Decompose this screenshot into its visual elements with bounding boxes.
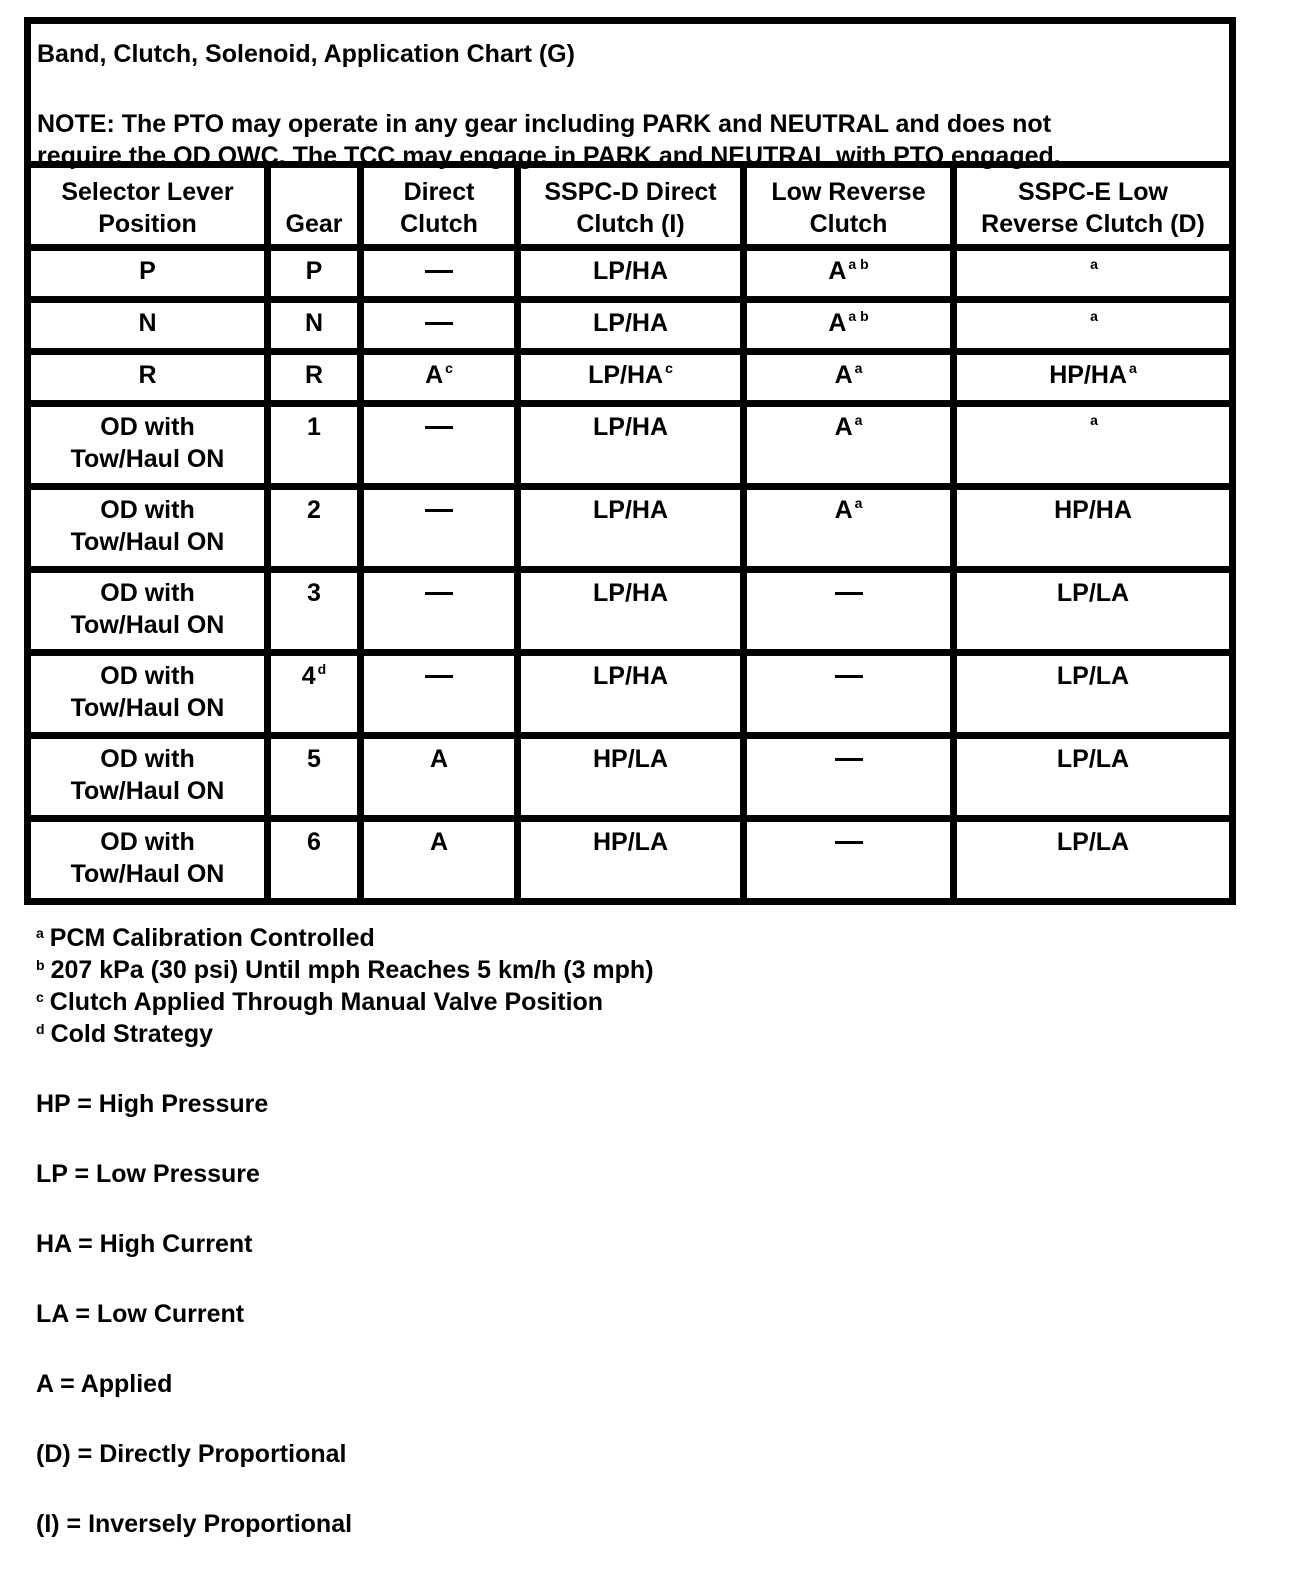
dash-mark [425, 592, 453, 595]
column-header [957, 168, 1229, 244]
chart-note-line-2: require the OD OWC. The TCC may engage in PARK and NEUTRAL with PTO engaged. [37, 142, 1061, 170]
application-table [24, 161, 1236, 905]
position-line-1: OD with [100, 413, 195, 441]
cell-value: A [828, 309, 847, 337]
column-header [271, 168, 357, 244]
table-row [31, 822, 1229, 898]
cell-selector-position [31, 573, 264, 649]
cell-value: LP/HA [593, 413, 668, 441]
table-row [31, 490, 1229, 566]
cell-lowrev [747, 739, 950, 815]
cell-sspcd [521, 251, 740, 296]
cell-sspcd [521, 739, 740, 815]
cell-value: LP/HA [593, 579, 668, 607]
cell-sspcd [521, 303, 740, 348]
cell-sspce [957, 251, 1229, 296]
cell-value: A [429, 745, 449, 773]
cell-gear [271, 656, 357, 732]
position-line-2: Tow/Haul ON [70, 777, 225, 805]
chart-note-line-1: NOTE: The PTO may operate in any gear including PARK and NEUTRAL and does not [37, 110, 1052, 138]
cell-value: HP/LA [593, 745, 668, 773]
footnote-ref: a [854, 412, 863, 428]
cell-lowrev [747, 303, 950, 348]
column-header-line-2: Position [98, 210, 197, 238]
position-line-1: R [138, 361, 157, 389]
dash-mark [425, 270, 453, 273]
footnote [36, 1018, 654, 1050]
cell-gear [271, 251, 357, 296]
cell-value: N [304, 309, 324, 337]
column-header-line-2: Clutch [809, 210, 888, 238]
cell-value: 5 [307, 745, 321, 773]
cell-direct [364, 573, 514, 649]
footnote-text: 207 kPa (30 psi) Until mph Reaches 5 km/h (3 mph) [50, 956, 654, 984]
footnote-ref: c [445, 360, 453, 376]
dash-mark [425, 675, 453, 678]
cell-value: 6 [307, 828, 321, 856]
footnote [36, 922, 654, 954]
cell-direct [364, 822, 514, 898]
table-header-row [31, 168, 1229, 244]
cell-direct [364, 490, 514, 566]
column-header-line-2: Clutch [400, 210, 478, 238]
legend-item: (D) = Directly Proportional [36, 1440, 347, 1468]
cell-gear [271, 355, 357, 400]
cell-direct [364, 303, 514, 348]
legend-item: A = Applied [36, 1370, 173, 1398]
cell-value: LP/HA [593, 496, 668, 524]
footnote-ref: a [1090, 308, 1098, 324]
cell-selector-position [31, 490, 264, 566]
footnotes [36, 922, 654, 1050]
footnote-ref: c [665, 360, 673, 376]
footnote-text: Cold Strategy [50, 1020, 214, 1048]
cell-sspce [957, 656, 1229, 732]
footnote-ref: a [1090, 412, 1098, 428]
cell-sspcd [521, 573, 740, 649]
column-header [31, 168, 264, 244]
dash-mark [835, 592, 863, 595]
cell-value: LP/LA [1056, 828, 1130, 856]
cell-value: 4 [301, 662, 316, 690]
position-line-2: Tow/Haul ON [70, 611, 225, 639]
cell-value: LP/LA [1056, 662, 1130, 690]
cell-value: LP/HA [593, 257, 668, 285]
column-header-line-1: Direct [403, 178, 475, 206]
cell-gear [271, 573, 357, 649]
position-line-1: N [138, 309, 157, 337]
footnote-ref: a b [848, 308, 869, 324]
cell-gear [271, 490, 357, 566]
cell-value: HP/HA [1049, 361, 1127, 389]
cell-selector-position [31, 739, 264, 815]
cell-lowrev [747, 573, 950, 649]
column-header-line-2: Gear [285, 210, 343, 238]
cell-value: R [304, 361, 324, 389]
column-header-line-1: SSPC-D Direct [544, 178, 717, 206]
cell-selector-position [31, 355, 264, 400]
cell-value: HP/HA [1054, 496, 1132, 524]
footnote [36, 954, 654, 986]
cell-sspcd [521, 490, 740, 566]
cell-sspcd [521, 355, 740, 400]
cell-sspcd [521, 822, 740, 898]
footnote-text: PCM Calibration Controlled [49, 924, 375, 952]
footnote-mark: c [36, 989, 44, 1005]
cell-selector-position [31, 656, 264, 732]
cell-sspce [957, 407, 1229, 483]
cell-direct [364, 251, 514, 296]
cell-selector-position [31, 822, 264, 898]
position-line-1: P [139, 257, 156, 285]
legend-item: LA = Low Current [36, 1300, 245, 1328]
chart-header [31, 24, 1229, 168]
column-header [747, 168, 950, 244]
cell-value: A [429, 828, 449, 856]
footnote [36, 986, 654, 1018]
table-row [31, 656, 1229, 732]
position-line-2: Tow/Haul ON [70, 860, 225, 888]
cell-value: A [834, 413, 853, 441]
cell-value: LP/LA [1056, 745, 1130, 773]
cell-value: LP/HA [593, 309, 668, 337]
cell-gear [271, 303, 357, 348]
table-row [31, 739, 1229, 815]
cell-gear [271, 739, 357, 815]
application-chart [24, 17, 1236, 898]
column-header-line-1: Low Reverse [771, 178, 926, 206]
cell-lowrev [747, 822, 950, 898]
table-row [31, 407, 1229, 483]
cell-value: LP/HA [588, 361, 664, 389]
position-line-1: OD with [100, 745, 195, 773]
cell-value: 3 [307, 579, 321, 607]
legend-item: HP = High Pressure [36, 1090, 269, 1118]
dash-mark [425, 426, 453, 429]
cell-gear [271, 407, 357, 483]
table-row [31, 303, 1229, 348]
cell-sspce [957, 355, 1229, 400]
legend-item: (I) = Inversely Proportional [36, 1510, 353, 1538]
chart-note [37, 108, 1219, 172]
cell-sspce [957, 573, 1229, 649]
position-line-2: Tow/Haul ON [70, 445, 225, 473]
position-line-1: OD with [100, 662, 195, 690]
footnote-ref: a [854, 495, 863, 511]
table-row [31, 251, 1229, 296]
column-header [521, 168, 740, 244]
cell-lowrev [747, 490, 950, 566]
legend [36, 1088, 352, 1578]
cell-direct [364, 656, 514, 732]
cell-sspcd [521, 407, 740, 483]
cell-sspce [957, 303, 1229, 348]
footnote-text: Clutch Applied Through Manual Valve Position [49, 988, 604, 1016]
column-header-line-1: SSPC-E Low [1017, 178, 1168, 206]
table-row [31, 355, 1229, 400]
cell-value: LP/LA [1056, 579, 1130, 607]
column-header [364, 168, 514, 244]
footnote-ref: a b [848, 256, 869, 272]
column-header-line-2: Clutch (I) [576, 210, 685, 238]
dash-mark [425, 322, 453, 325]
dash-mark [835, 758, 863, 761]
cell-lowrev [747, 407, 950, 483]
column-header-line-1: Selector Lever [61, 178, 234, 206]
dash-mark [835, 675, 863, 678]
position-line-2: Tow/Haul ON [70, 528, 225, 556]
legend-item: HA = High Current [36, 1230, 253, 1258]
position-line-1: OD with [100, 828, 195, 856]
cell-value: LP/HA [593, 662, 668, 690]
cell-sspce [957, 822, 1229, 898]
footnote-ref: a [1129, 360, 1137, 376]
footnote-mark: d [36, 1021, 45, 1037]
cell-value: A [828, 257, 847, 285]
cell-selector-position [31, 407, 264, 483]
cell-value: P [305, 257, 323, 285]
cell-gear [271, 822, 357, 898]
cell-value: A [834, 361, 853, 389]
footnote-mark: a [36, 925, 44, 941]
cell-direct [364, 739, 514, 815]
table-body [31, 251, 1229, 898]
cell-value: 2 [307, 496, 321, 524]
cell-lowrev [747, 251, 950, 296]
cell-sspcd [521, 656, 740, 732]
cell-direct [364, 355, 514, 400]
dash-mark [425, 509, 453, 512]
cell-value: 1 [307, 413, 321, 441]
position-line-1: OD with [100, 496, 195, 524]
cell-direct [364, 407, 514, 483]
footnote-mark: b [36, 957, 45, 973]
cell-selector-position [31, 251, 264, 296]
position-line-1: OD with [100, 579, 195, 607]
column-header-line-2: Reverse Clutch (D) [981, 210, 1205, 238]
footnote-ref: d [317, 661, 327, 677]
cell-sspce [957, 490, 1229, 566]
table-row [31, 573, 1229, 649]
footnote-ref: a [854, 360, 863, 376]
cell-lowrev [747, 355, 950, 400]
cell-value: A [834, 496, 853, 524]
cell-lowrev [747, 656, 950, 732]
dash-mark [835, 841, 863, 844]
legend-item: LP = Low Pressure [36, 1160, 260, 1188]
chart-title: Band, Clutch, Solenoid, Application Chart (G) [37, 40, 575, 68]
cell-value: HP/LA [593, 828, 668, 856]
cell-selector-position [31, 303, 264, 348]
position-line-2: Tow/Haul ON [70, 694, 225, 722]
cell-value: A [425, 361, 444, 389]
cell-sspce [957, 739, 1229, 815]
footnote-ref: a [1090, 256, 1098, 272]
